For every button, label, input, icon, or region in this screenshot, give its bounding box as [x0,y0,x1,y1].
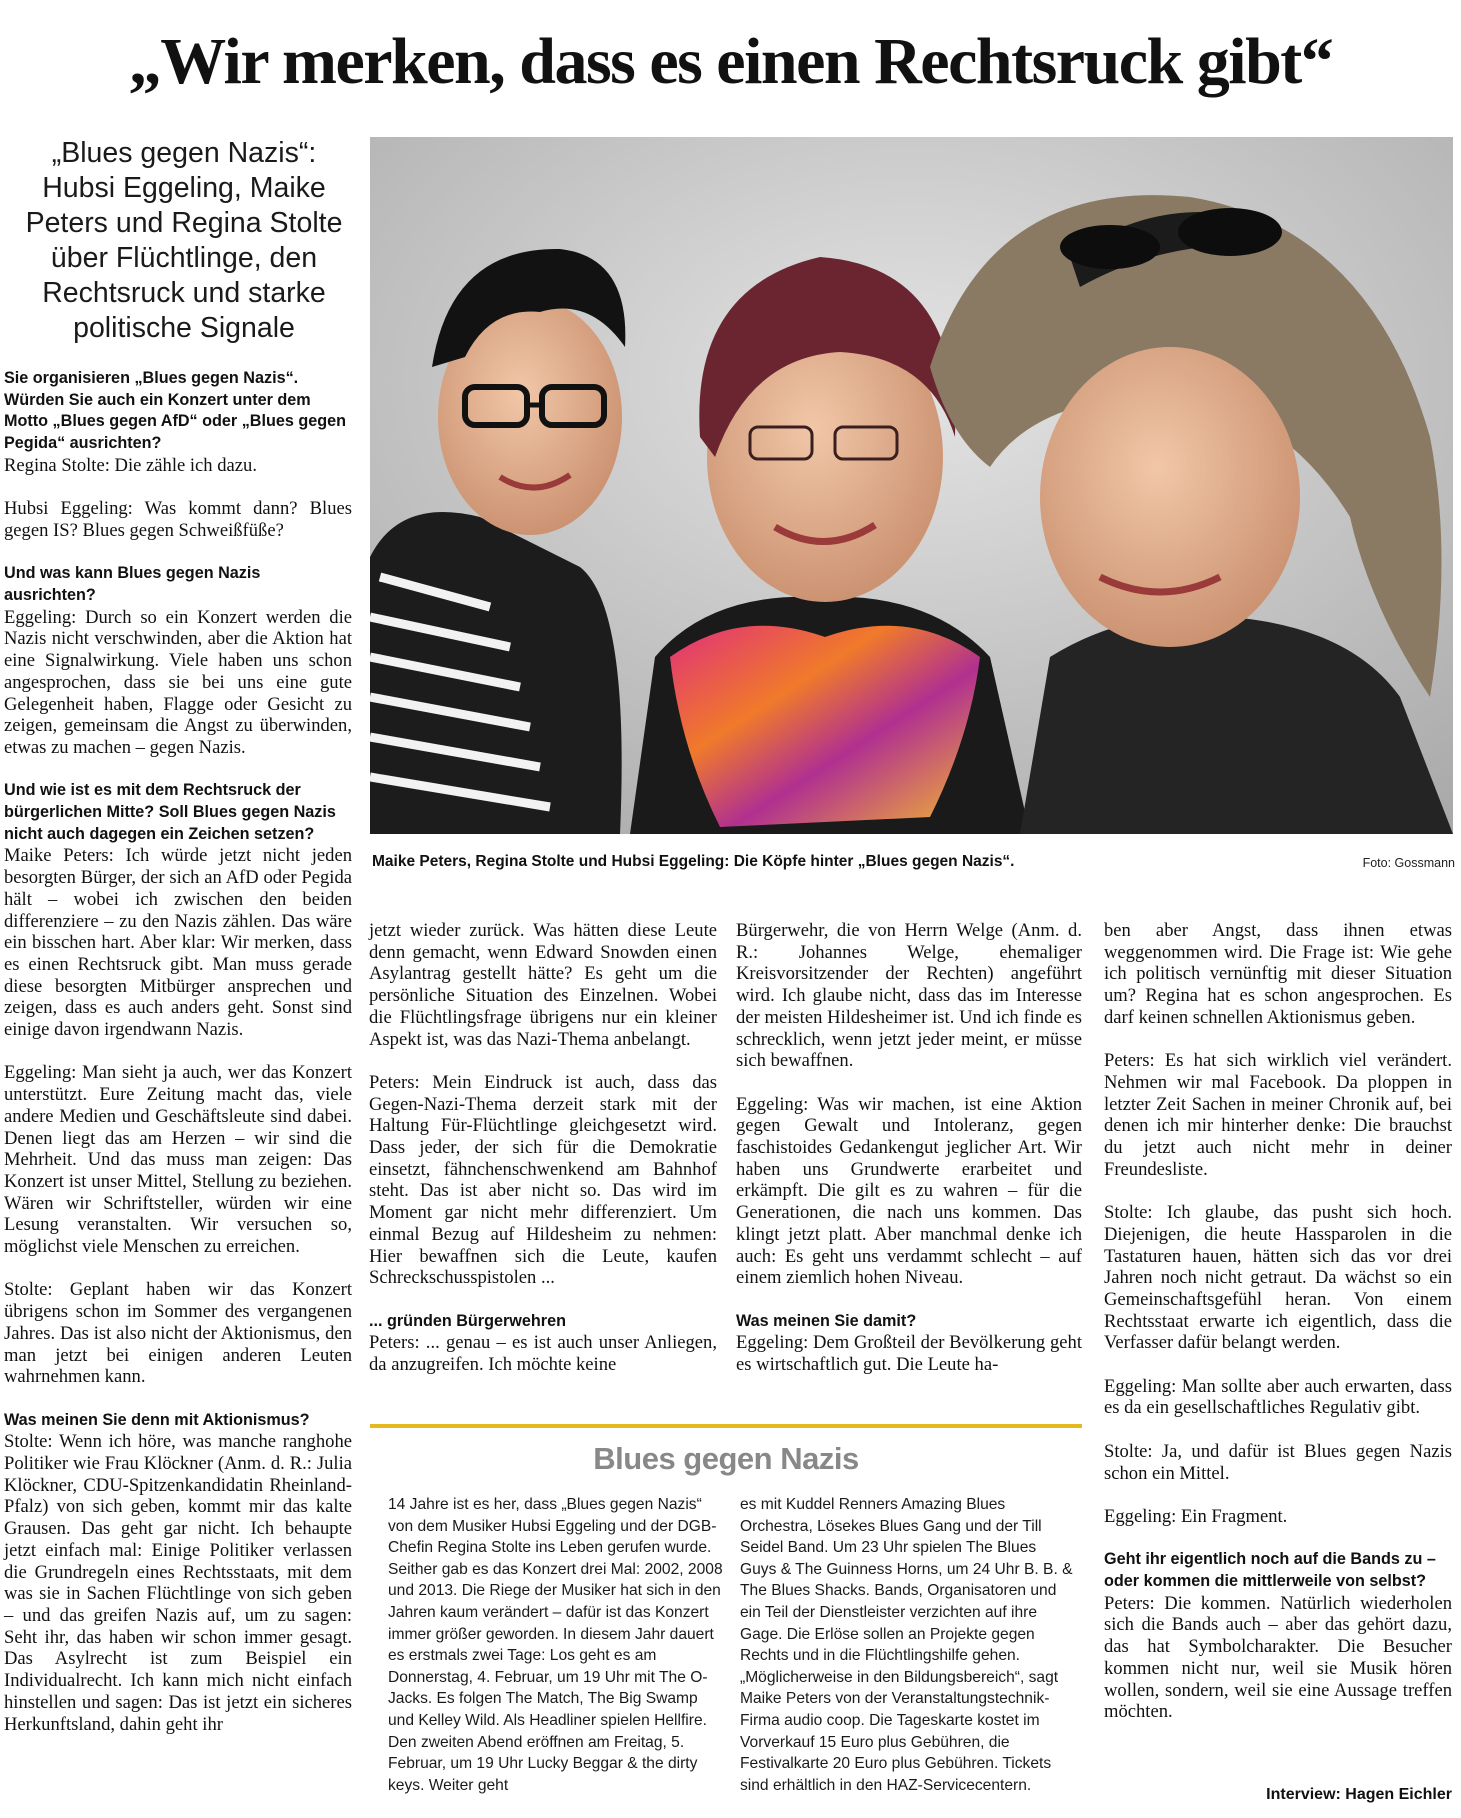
interview-answer: Regina Stolte: Die zähle ich dazu. [4,454,257,476]
photo-caption: Maike Peters, Regina Stolte und Hubsi Eggeling: Die Köpfe hinter „Blues gegen Nazis“. [372,853,1015,870]
headline: „Wir merken, dass es einen Rechtsruck gibt“ [128,25,1333,98]
paragraph-gap [1104,1484,1452,1506]
interview-answer: Eggeling: Ein Fragment. [1104,1505,1288,1527]
info-box-text-column-2: es mit Kuddel Renners Amazing Blues Orchestra, Lösekes Blues Gang und der Till Seidel Band. Um 23 Uhr spielen The Blues Guys & The Guinness Horns, um 24 Uhr B. B. & The Blues Shacks. Bands, Organisatoren und ein Teil der Dienstleister verzichten auf ihre Gage. Die Erlöse sollen an Projekte gegen Rechts und in die Flüchtlingshilfe gehen. „Möglicherweise in den Bildungsbereich“, sagt Maike Peters von der Veranstaltungstechnik-Firma audio coop. Die Tageskarte kostet im Vorverkauf 15 Euro plus Gebühren, die Festivalkarte 20 Euro plus Gebühren. Tickets sind erhältlich in den HAZ-Servicecentern. [740,1496,1073,1794]
interview-answer: Stolte: Wenn ich höre, was manche ranghohe Politiker wie Frau Klöckner (Anm. d. R.: Julia Klöckner, CDU-Spitzenkandidatin Rheinland-Pfalz) von sich geben, kommt mir das kalte Grausen. Das geht gar nicht. Ich behaupte jetzt einfach mal: Einige Politiker verlassen die Grundregeln eines Rechtsstaats, mit dem was sie in Sachen Flüchtlinge von sich geben – und das greifen Nazis auf, um zu sagen: Seht ihr, das haben wir schon immer gesagt. Das Asylrecht ist zum Beispiel ein Individualrecht. Ich kann mich nicht einfach hinstellen und sagen: Das ist jetzt ein sicheres Herkunftsland, dahin geht ihr [4,1431,352,1735]
interview-question: Und wie ist es mit dem Rechtsruck der bürgerlichen Mitte? Soll Blues gegen Nazis nicht auch dagegen ein Zeichen setzen? [4,781,336,843]
paragraph-gap [1104,1419,1452,1441]
interview-answer: Peters: Es hat sich wirklich viel verändert. Nehmen wir mal Facebook. Da ploppen in letzter Zeit Sachen in meiner Chronik auf, bei denen ich mir hinterher denke: Die brauchst du jetzt auch nicht mehr in deiner Freundesliste. [1104,1050,1452,1180]
paragraph-gap [736,1289,1082,1311]
info-box-title: Blues gegen Nazis [593,1441,859,1476]
photo-credit: Foto: Gossmann [1362,856,1455,870]
interview-question: Und was kann Blues gegen Nazis ausrichten? [4,564,261,604]
paragraph-gap [4,759,352,781]
interview-answer: Hubsi Eggeling: Was kommt dann? Blues gegen IS? Blues gegen Schweißfüße? [4,498,352,541]
interview-question: Was meinen Sie denn mit Aktionismus? [4,1410,310,1429]
continued-text: jetzt wieder zurück. Was hätten diese Leute denn gemacht, wenn Edward Snowden einen Asylantrag gestellt hätte? Es geht um die persönliche Situation des Einzelnen. Wobei die Flüchtlingsfrage übrigens nur ein kleiner Aspekt ist, was das Nazi-Thema anbelangt. [369,920,717,1050]
interview-answer: Eggeling: Was wir machen, ist eine Aktion gegen Gewalt und Intoleranz, gegen faschistoides Gedankengut jeglicher Art. Wir haben uns Grundwerte erarbeitet und erkämpft. Die gilt es zu wahren – für die Generationen, die nach uns kommen. Das klingt jetzt platt. Aber manchmal denke ich auch: Es geht uns verdammt schlecht – auf einem ziemlich hohen Niveau. [736,1093,1082,1289]
paragraph-gap [4,477,352,499]
interview-question: Was meinen Sie damit? [736,1311,917,1330]
interview-question: Sie organisieren „Blues gegen Nazis“. Würden Sie auch ein Konzert unter dem Motto „Blues gegen AfD“ oder „Blues gegen Pegida“ ausrichten? [4,369,347,453]
paragraph-gap [4,1041,352,1063]
interview-question: Geht ihr eigentlich noch auf die Bands zu – oder kommen die mittlerweile von selbst? [1104,1550,1436,1590]
interview-answer: Stolte: Ich glaube, das pusht sich hoch. Diejenigen, die heute Hassparolen in die Tastaturen hauen, hätten sich das vor drei Jahren noch nicht getraut. Da wächst so ein Gemeinschaftsgefühl heran. Von einem Rechtsstaat erwarte ich eigentlich, dass die Verfasser dafür belangt werden. [1104,1202,1452,1354]
paragraph-gap [4,1258,352,1280]
interview-answer: Peters: Mein Eindruck ist auch, dass das Gegen-Nazi-Thema derzeit stark mit der Haltung Für-Flüchtlinge gleichgesetzt wird. Dass jeder, der sich für die Demokratie einsetzt, fähnchenschwenkend am Bahnhof steht. Das ist aber nicht so. Das wird im Moment gar nicht mehr differenziert. Um einmal Bezug auf Hildesheim zu nehmen: Hier bewaffnen sich die Leute, kaufen Schreckschusspistolen ... [369,1071,717,1289]
interview-answer: Stolte: Ja, und dafür ist Blues gegen Nazis schon ein Mittel. [1104,1440,1452,1484]
interview-question: ... gründen Bürgerwehren [369,1311,566,1330]
article-column-3 [736,920,1082,1376]
paragraph-gap [4,542,352,564]
paragraph-gap [369,1050,717,1072]
article-column-1 [4,368,352,1735]
interview-answer: Stolte: Geplant haben wir das Konzert übrigens schon im Sommer des vergangenen Jahres. Das ist also nicht der Aktionismus, den man jetzt bei einigen anderen Leuten wahrnehmen kann. [4,1279,352,1388]
interview-answer: Eggeling: Durch so ein Konzert werden die Nazis nicht verschwinden, aber die Aktion hat eine Signalwirkung. Viele haben uns schon angesprochen, dass sie bei uns eine gute Gelegenheit haben, Flagge oder Gesicht zu zeigen, gemeinsam die Angst zu überwinden, etwas zu machen – gegen Nazis. [4,606,352,758]
interview-answer: Eggeling: Man sollte aber auch erwarten, dass es da ein gesellschaftliches Regulativ gibt. [1104,1375,1452,1419]
interview-answer: Peters: Die kommen. Natürlich wiederholen sich die Bands auch – aber das gehört dazu, das hat Symbolcharakter. Die Besucher kommen nicht nur, weil sie Musik hören wollen, sondern, weil sie eine Aussage treffen möchten. [1104,1592,1452,1723]
paragraph-gap [4,1388,352,1410]
paragraph-gap [369,1289,717,1311]
continued-text: ben aber Angst, dass ihnen etwas weggenommen wird. Die Frage ist: Wie gehe ich politisch vernünftig mit dieser Situation um? Regina hat es schon angesprochen. Es darf keinen schnellen Aktionismus geben. [1104,920,1452,1028]
interview-answer: Maike Peters: Ich würde jetzt nicht jeden besorgten Bürger, der sich an AfD oder Pegida hält – wobei ich zwischen den beiden differenziere – zu den Nazis zählen. Das wäre ein bisschen hart. Aber klar: Wir merken, dass es einen Rechtsruck gibt. Man muss gerade diese besorgten Mitbürger ansprechen und zeigen, dass es auch anders geht. Sonst sind einige davon irgendwann Nazis. [4,845,352,1041]
byline: Interview: Hagen Eichler [1266,1786,1452,1803]
paragraph-gap [1104,1029,1452,1051]
info-box [370,1424,1082,1814]
continued-text: Bürgerwehr, die von Herrn Welge (Anm. d. R.: Johannes Welge, ehemaliger Kreisvorsitzender der Rechten) angeführt wird. Ich glaube nicht, dass das im Interesse der meisten Hildesheimer ist. Und ich finde es schrecklich, wenn jetzt jeder meint, er müsse sich bewaffnen. [736,920,1082,1072]
interview-answer: Eggeling: Man sieht ja auch, wer das Konzert unterstützt. Eure Zeitung macht das, viele andere Medien und Geschäftsleute sind dabei. Denen liegt das am Herzen – wir sind die Mehrheit. Und das muss man zeigen: Das Konzert ist unser Mittel, Stellung zu beziehen. Wären wir Schriftsteller, würden wir eine Lesung veranstalten. Wir versuchen so, möglichst viele Menschen zu erreichen. [4,1062,352,1258]
paragraph-gap [736,1072,1082,1094]
subheadline: „Blues gegen Nazis“: Hubsi Eggeling, Maike Peters und Regina Stolte über Flüchtlinge, den Rechtsruck und starke politische Signale [25,137,343,344]
paragraph-gap [1104,1354,1452,1376]
article-column-2 [369,920,717,1376]
photo-three-people-illustration [370,137,1453,834]
interview-answer: Peters: ... genau – es ist auch unser Anliegen, da anzugreifen. Ich möchte keine [369,1332,717,1376]
article-photo [370,137,1453,834]
paragraph-gap [1104,1528,1452,1550]
info-box-text-column-1: 14 Jahre ist es her, dass „Blues gegen Nazis“ von dem Musiker Hubsi Eggeling und der DGB-Chefin Regina Stolte ins Leben gerufen wurde. Seither gab es das Konzert drei Mal: 2002, 2008 und 2013. Die Riege der Musiker hat sich in den Jahren kaum verändert – dafür ist das Konzert immer größer geworden. In diesem Jahr dauert es erstmals zwei Tage: Los geht es am Donnerstag, 4. Februar, um 19 Uhr mit The O-Jacks. Es folgen The Match, The Big Swamp und Kelley Wild. Als Headliner spielen Hellfire. Den zweiten Abend eröffnen am Freitag, 5. Februar, um 19 Uhr Lucky Beggar & the dirty keys. Weiter geht [388,1496,723,1794]
interview-answer: Eggeling: Dem Großteil der Bevölkerung geht es wirtschaftlich gut. Die Leute ha- [736,1332,1082,1376]
article-column-4 [1104,920,1452,1723]
paragraph-gap [1104,1180,1452,1202]
info-box-accent-rule [370,1424,1082,1428]
